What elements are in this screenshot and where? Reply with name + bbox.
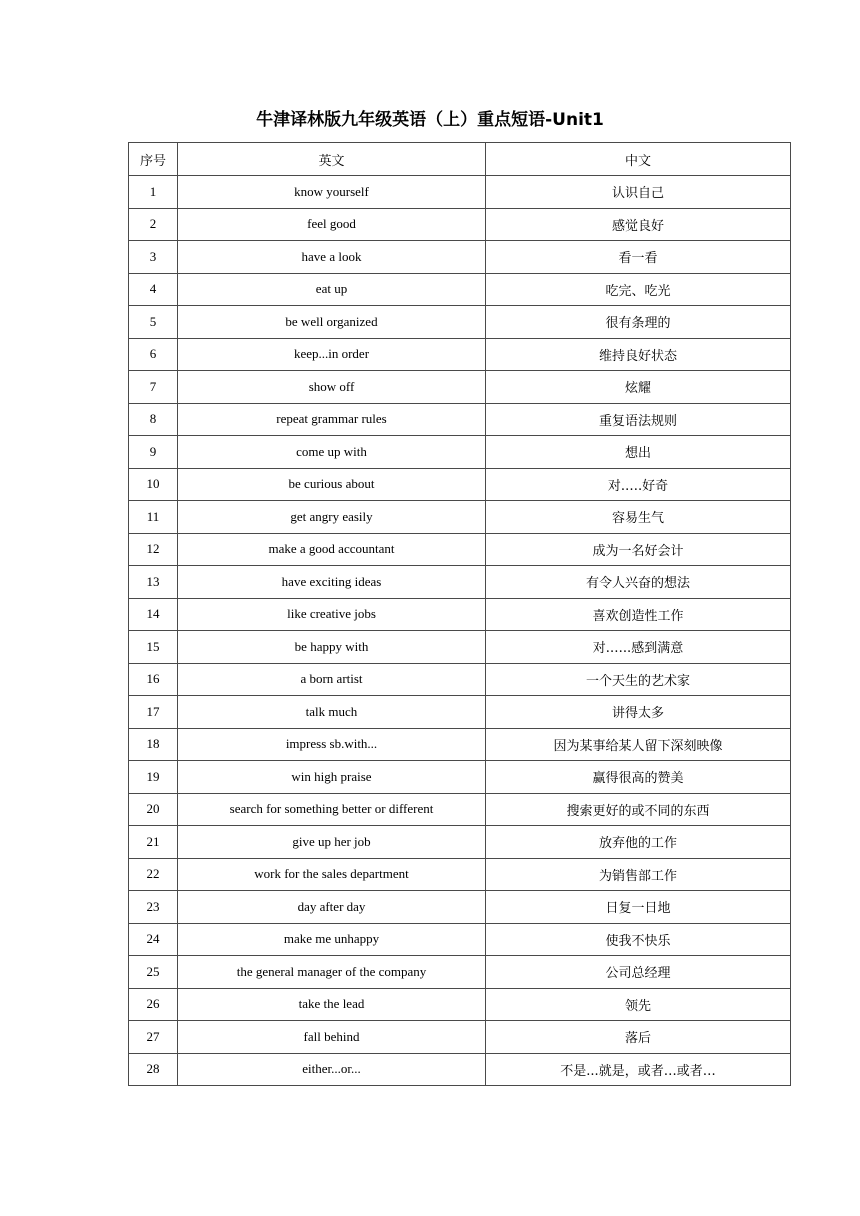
chinese-meaning: 对.…..感到满意 bbox=[486, 631, 791, 664]
english-phrase: work for the sales department bbox=[178, 858, 486, 891]
table-row bbox=[129, 241, 791, 274]
english-phrase: make me unhappy bbox=[178, 923, 486, 956]
chinese-meaning: 一个天生的艺术家 bbox=[486, 663, 791, 696]
chinese-meaning: 维持良好状态 bbox=[486, 338, 791, 371]
row-number: 13 bbox=[129, 566, 178, 599]
chinese-meaning: 放弃他的工作 bbox=[486, 826, 791, 859]
table-row bbox=[129, 468, 791, 501]
chinese-meaning: 吃完、吃光 bbox=[486, 273, 791, 306]
chinese-meaning: 看一看 bbox=[486, 241, 791, 274]
english-phrase: day after day bbox=[178, 891, 486, 924]
english-phrase: give up her job bbox=[178, 826, 486, 859]
page-title: 牛津译林版九年级英语（上）重点短语-Unit1 bbox=[256, 110, 604, 130]
chinese-meaning: 感觉良好 bbox=[486, 208, 791, 241]
table-body bbox=[129, 176, 791, 1086]
row-number: 12 bbox=[129, 533, 178, 566]
chinese-meaning: 喜欢创造性工作 bbox=[486, 598, 791, 631]
table-row bbox=[129, 858, 791, 891]
table-row bbox=[129, 436, 791, 469]
english-phrase: keep...in order bbox=[178, 338, 486, 371]
chinese-meaning: 成为一名好会计 bbox=[486, 533, 791, 566]
chinese-meaning: 日复一日地 bbox=[486, 891, 791, 924]
chinese-meaning: 想出 bbox=[486, 436, 791, 469]
table-header-row bbox=[129, 143, 791, 176]
table-row bbox=[129, 1021, 791, 1054]
row-number: 16 bbox=[129, 663, 178, 696]
row-number: 8 bbox=[129, 403, 178, 436]
english-phrase: eat up bbox=[178, 273, 486, 306]
english-phrase: have exciting ideas bbox=[178, 566, 486, 599]
row-number: 26 bbox=[129, 988, 178, 1021]
row-number: 5 bbox=[129, 306, 178, 339]
table-row bbox=[129, 696, 791, 729]
english-phrase: search for something better or different bbox=[178, 793, 486, 826]
table-row bbox=[129, 1053, 791, 1086]
chinese-meaning: 赢得很高的赞美 bbox=[486, 761, 791, 794]
english-phrase: make a good accountant bbox=[178, 533, 486, 566]
english-phrase: repeat grammar rules bbox=[178, 403, 486, 436]
row-number: 23 bbox=[129, 891, 178, 924]
row-number: 20 bbox=[129, 793, 178, 826]
row-number: 22 bbox=[129, 858, 178, 891]
chinese-meaning: 领先 bbox=[486, 988, 791, 1021]
row-number: 4 bbox=[129, 273, 178, 306]
english-phrase: impress sb.with... bbox=[178, 728, 486, 761]
chinese-meaning: 因为某事给某人留下深刻映像 bbox=[486, 728, 791, 761]
table-row bbox=[129, 176, 791, 209]
table-row bbox=[129, 761, 791, 794]
table-row bbox=[129, 306, 791, 339]
chinese-meaning: 重复语法规则 bbox=[486, 403, 791, 436]
chinese-meaning: 认识自己 bbox=[486, 176, 791, 209]
table-row bbox=[129, 566, 791, 599]
table-row bbox=[129, 403, 791, 436]
english-phrase: either...or... bbox=[178, 1053, 486, 1086]
table-row bbox=[129, 501, 791, 534]
english-phrase: show off bbox=[178, 371, 486, 404]
chinese-meaning: 容易生气 bbox=[486, 501, 791, 534]
english-phrase: like creative jobs bbox=[178, 598, 486, 631]
row-number: 17 bbox=[129, 696, 178, 729]
row-number: 24 bbox=[129, 923, 178, 956]
english-phrase: have a look bbox=[178, 241, 486, 274]
chinese-meaning: 不是...就是，或者…或者… bbox=[486, 1053, 791, 1086]
english-phrase: be happy with bbox=[178, 631, 486, 664]
chinese-meaning: 有令人兴奋的想法 bbox=[486, 566, 791, 599]
row-number: 9 bbox=[129, 436, 178, 469]
table-row bbox=[129, 533, 791, 566]
english-phrase: get angry easily bbox=[178, 501, 486, 534]
chinese-meaning: 搜索更好的或不同的东西 bbox=[486, 793, 791, 826]
row-number: 10 bbox=[129, 468, 178, 501]
row-number: 27 bbox=[129, 1021, 178, 1054]
row-number: 14 bbox=[129, 598, 178, 631]
english-phrase: feel good bbox=[178, 208, 486, 241]
row-number: 6 bbox=[129, 338, 178, 371]
english-phrase: a born artist bbox=[178, 663, 486, 696]
table-row bbox=[129, 891, 791, 924]
table-row bbox=[129, 826, 791, 859]
table-row bbox=[129, 371, 791, 404]
chinese-meaning: 很有条理的 bbox=[486, 306, 791, 339]
row-number: 11 bbox=[129, 501, 178, 534]
english-phrase: be curious about bbox=[178, 468, 486, 501]
table-row bbox=[129, 793, 791, 826]
row-number: 25 bbox=[129, 956, 178, 989]
table-row bbox=[129, 988, 791, 1021]
header-chinese: 中文 bbox=[486, 143, 791, 176]
chinese-meaning: 为销售部工作 bbox=[486, 858, 791, 891]
chinese-meaning: 炫耀 bbox=[486, 371, 791, 404]
row-number: 1 bbox=[129, 176, 178, 209]
english-phrase: talk much bbox=[178, 696, 486, 729]
chinese-meaning: 讲得太多 bbox=[486, 696, 791, 729]
row-number: 18 bbox=[129, 728, 178, 761]
table-row bbox=[129, 273, 791, 306]
row-number: 21 bbox=[129, 826, 178, 859]
english-phrase: be well organized bbox=[178, 306, 486, 339]
english-phrase: know yourself bbox=[178, 176, 486, 209]
header-number: 序号 bbox=[129, 143, 178, 176]
table-row bbox=[129, 663, 791, 696]
english-phrase: win high praise bbox=[178, 761, 486, 794]
table-row bbox=[129, 338, 791, 371]
table-row bbox=[129, 923, 791, 956]
header-english: 英文 bbox=[178, 143, 486, 176]
table-row bbox=[129, 728, 791, 761]
english-phrase: come up with bbox=[178, 436, 486, 469]
chinese-meaning: 公司总经理 bbox=[486, 956, 791, 989]
chinese-meaning: 使我不快乐 bbox=[486, 923, 791, 956]
row-number: 15 bbox=[129, 631, 178, 664]
row-number: 2 bbox=[129, 208, 178, 241]
table-row bbox=[129, 956, 791, 989]
english-phrase: fall behind bbox=[178, 1021, 486, 1054]
chinese-meaning: 落后 bbox=[486, 1021, 791, 1054]
row-number: 28 bbox=[129, 1053, 178, 1086]
table-row bbox=[129, 598, 791, 631]
english-phrase: the general manager of the company bbox=[178, 956, 486, 989]
table-row bbox=[129, 631, 791, 664]
row-number: 3 bbox=[129, 241, 178, 274]
row-number: 7 bbox=[129, 371, 178, 404]
phrase-table bbox=[128, 142, 791, 1086]
english-phrase: take the lead bbox=[178, 988, 486, 1021]
table-row bbox=[129, 208, 791, 241]
row-number: 19 bbox=[129, 761, 178, 794]
chinese-meaning: 对.….好奇 bbox=[486, 468, 791, 501]
